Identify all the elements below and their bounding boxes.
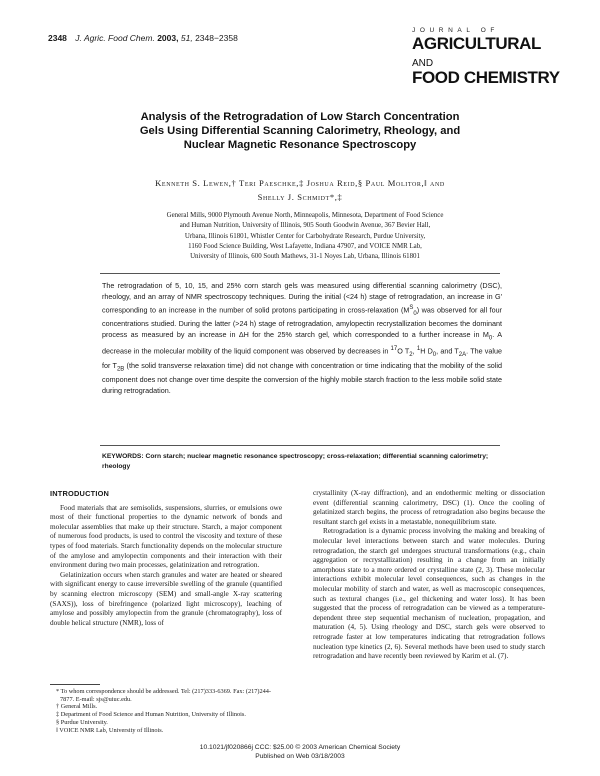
footnote-general-mills: † General Mills. [56, 703, 98, 711]
footnotes [50, 688, 282, 734]
footer-published: Published on Web 03/18/2003 [255, 752, 345, 760]
keywords [102, 452, 502, 472]
footnote-correspondence: * To whom correspondence should be addressed. Tel: (217)333-6369. Fax: (217)244-7877. E-mail: sjs@uiuc.edu. [56, 688, 272, 703]
abstract-text: (the solid transverse relaxation time) did not change with concentration or time indicating that the mobility of the solid component does not change over time despite the conversion of the highly mobile starch fraction to the less mobile solid state during retrogradation. [102, 360, 502, 395]
affiliations [150, 211, 460, 262]
title-line3: Nuclear Magnetic Resonance Spectroscopy [183, 139, 417, 151]
abstract-sub: 0 [413, 310, 417, 317]
masthead-line2 [412, 35, 562, 69]
abstract-text: ) was observed for all four concentrations studied. During the latter (>24 h) stage of retrogradation, amylopectin recrystallization becomes the dominant process as measured by an increase in ΔH for the 25% starch gel, which corresponded to a further increase in M [102, 304, 502, 340]
masthead-and: AND [412, 57, 434, 69]
authors-line2: Shelly J. Schmidt*,‡ [257, 192, 343, 202]
left-column [50, 489, 282, 628]
abstract-text: . A decrease in the molecular mobility of the liquid component was observed by decreases in [102, 330, 503, 356]
right-column [313, 489, 545, 662]
abstract-sub: 2 [409, 352, 413, 359]
abstract-sub: 2B [116, 366, 125, 373]
paper-title [110, 110, 490, 152]
intro-paragraph-3: crystallinity (X-ray diffraction), and an endothermic melting or dissociation event (differential scanning calorimetry, DSC) (1). Once the cooling of gelatinized starch begins, the process of retrogradation also begins because the resultant starch gel exists in a metastable, nonequilibrium state. [313, 489, 545, 526]
abstract-top-rule [100, 273, 500, 274]
abstract-sup: S [409, 304, 414, 311]
footnote-voice-nmr: ‖ VOICE NMR Lab, University of Illinois. [56, 726, 164, 734]
title-line1: Analysis of the Retrogradation of Low Starch Concentration [140, 111, 460, 123]
abstract-text: O T [397, 346, 410, 356]
intro-paragraph-2: Gelatinization occurs when starch granules and water are heated or sheared with significant energy to cause irreversible swelling of the granule (quantified by scanning electron microscopy (SEM) and small-angle X-ray scattering (SAXS)), loss of birefringence (polarized light microscopy), leaching of amylose and possibly amylopectin from the granule (chromatography), loss of double helical structure (NMR), loss of [50, 570, 282, 627]
abstract-text: The retrogradation of 5, 10, 15, and 25% corn starch gels was measured using differential scanning calorimetry (DSC), rheology, and an array of NMR spectroscopy techniques. During the initial (<24 h) stage of retrogradation, an increase in G′ corresponding to an increase in the number of solid protons participating in cross-relaxation (M [102, 281, 502, 314]
journal-volume: 51, [180, 33, 193, 43]
abstract-text: . The value for T [102, 346, 502, 370]
running-header [48, 33, 238, 43]
journal-masthead [412, 28, 562, 86]
author-list [90, 176, 510, 204]
intro-paragraph-1: Food materials that are semisolids, suspensions, slurries, or emulsions owe most of their functional properties to the dynamic network of bonds and molecular assemblies that make up their structure. Starch, a major component of numerous food products, is used to control the viscosity and texture of these types of food materials. Starch functionality depends on the molecular structure of the amylose and amylopectin components and their interaction with their environment during two main processes, gelatinization and retrogration. [50, 503, 282, 570]
abstract-text: , [412, 346, 417, 356]
abstract-text: H D [420, 346, 433, 356]
keywords-label: KEYWORDS: [102, 453, 144, 460]
affiliation-line5: University of Illinois, 600 South Mathews, 31-1 Noyes Lab, Urbana, Illinois 61801 [190, 253, 420, 261]
affiliation-line3: Urbana, Illinois 61801, Whistler Center for Carbohydrate Research, Purdue University, [184, 232, 426, 240]
abstract-sup: 17 [390, 346, 398, 353]
journal-pages: 2348−2358 [195, 33, 238, 43]
section-heading-introduction: INTRODUCTION [50, 489, 110, 498]
title-line2: Gels Using Differential Scanning Calorimetry, Rheology, and [139, 125, 461, 137]
journal-name: J. Agric. Food Chem. [75, 33, 155, 43]
abstract [102, 281, 502, 397]
authors-line1: Kenneth S. Lewen,† Teri Paeschke,‡ Joshua Reid,§ Paul Molitor,‖ and [155, 178, 445, 188]
footnote-uiuc-fshn: ‡ Department of Food Science and Human Nutrition, University of Illinois. [56, 711, 246, 719]
keywords-top-rule [100, 445, 500, 446]
abstract-sup: 1 [416, 346, 421, 353]
masthead-line3: FOOD CHEMISTRY [412, 67, 560, 87]
affiliation-line1: General Mills, 9000 Plymouth Avenue North, Minneapolis, Minnesota, Department of Food Science [166, 212, 444, 219]
masthead-agricultural: AGRICULTURAL [412, 33, 541, 53]
footer-doi: 10.1021/jf020866j CCC: $25.00 © 2003 American Chemical Society [199, 744, 401, 751]
intro-paragraph-4: Retrogradation is a dynamic process involving the making and breaking of molecular level interactions between starch and water molecules. During retrogradation, the starch gel undergoes structural transformations (e.g., chain aggregation or recrystallization) resulting in a change from an initially amorphous state to a more ordered or crystalline state (2, 3). These molecular interactions exhibit molecular level consequences, such as changes in the molecular mobility of starch and water, as well as macroscopic consequences, such as textural changes (i.e., gel thickening and water loss). It has been suggested that the process of retrogradation can be viewed as a temperature-dependent three step sequential mechanism of nucleation, propagation, and maturation (4, 5). Using rheology and DSC, starch gels were observed to retrograde faster at low temperatures indicating that retrogradation follows nucleation type kinetics (2, 6). Several methods have been used to study starch retrogradation and have recently been reviewed by Karim et al. (7). [313, 527, 545, 661]
keywords-text: Corn starch; nuclear magnetic resonance spectroscopy; cross-relaxation; differential scanning calorimetry; rheology [102, 453, 489, 470]
affiliation-line4: 1160 Food Science Building, West Lafayette, Indiana 47907, and VOICE NMR Lab, [188, 242, 422, 250]
journal-year: 2003, [157, 33, 179, 43]
affiliation-line2: and Human Nutrition, University of Illinois, 905 South Goodwin Avenue, 367 Bevier Hall, [179, 222, 431, 230]
abstract-text: , and T [436, 346, 459, 356]
masthead-line1: JOURNAL OF [412, 27, 499, 34]
abstract-sub: 2A [458, 352, 467, 359]
page-number: 2348 [48, 33, 67, 43]
footnote-purdue: § Purdue University. [56, 718, 108, 726]
abstract-sub: 0 [488, 335, 493, 342]
page-footer [150, 744, 450, 761]
footnote-rule [50, 684, 100, 685]
abstract-sub: 0 [432, 352, 437, 359]
